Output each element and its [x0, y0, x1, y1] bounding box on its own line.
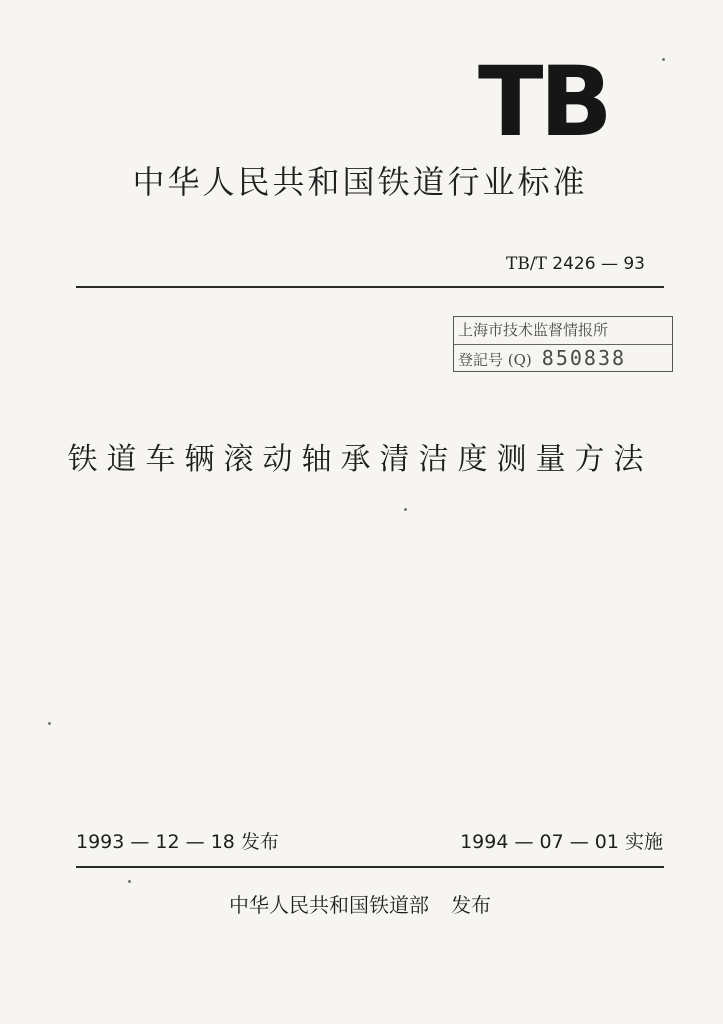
scan-speck	[48, 722, 51, 725]
stamp-registration-label: 登記号 (Q)	[458, 351, 532, 369]
effective-date: 1994 — 07 — 01 实施	[460, 831, 663, 853]
publisher-line	[60, 890, 660, 920]
stamp-institution: 上海市技术监督情报所	[458, 321, 609, 339]
scan-speck	[662, 58, 665, 61]
publisher-name: 中华人民共和国铁道部	[229, 893, 429, 917]
standard-code-prefix: TB/T	[505, 254, 547, 274]
standard-code	[506, 254, 645, 274]
stamp-registration	[454, 344, 672, 372]
top-divider	[76, 286, 664, 288]
document-title: 铁道车辆滚动轴承清洁度测量方法	[67, 442, 653, 477]
scan-speck	[128, 880, 131, 883]
scan-speck	[404, 508, 407, 511]
publisher-action: 发布	[451, 893, 491, 917]
standard-code-number: 2426 — 93	[546, 254, 645, 274]
tb-logo: TB	[478, 46, 609, 158]
library-stamp	[453, 316, 673, 372]
issuing-organization: 中华人民共和国铁道行业标准	[132, 163, 588, 201]
bottom-divider	[76, 866, 664, 868]
publish-date: 1993 — 12 — 18 发布	[76, 831, 279, 853]
stamp-registration-number: 850838	[541, 346, 627, 370]
